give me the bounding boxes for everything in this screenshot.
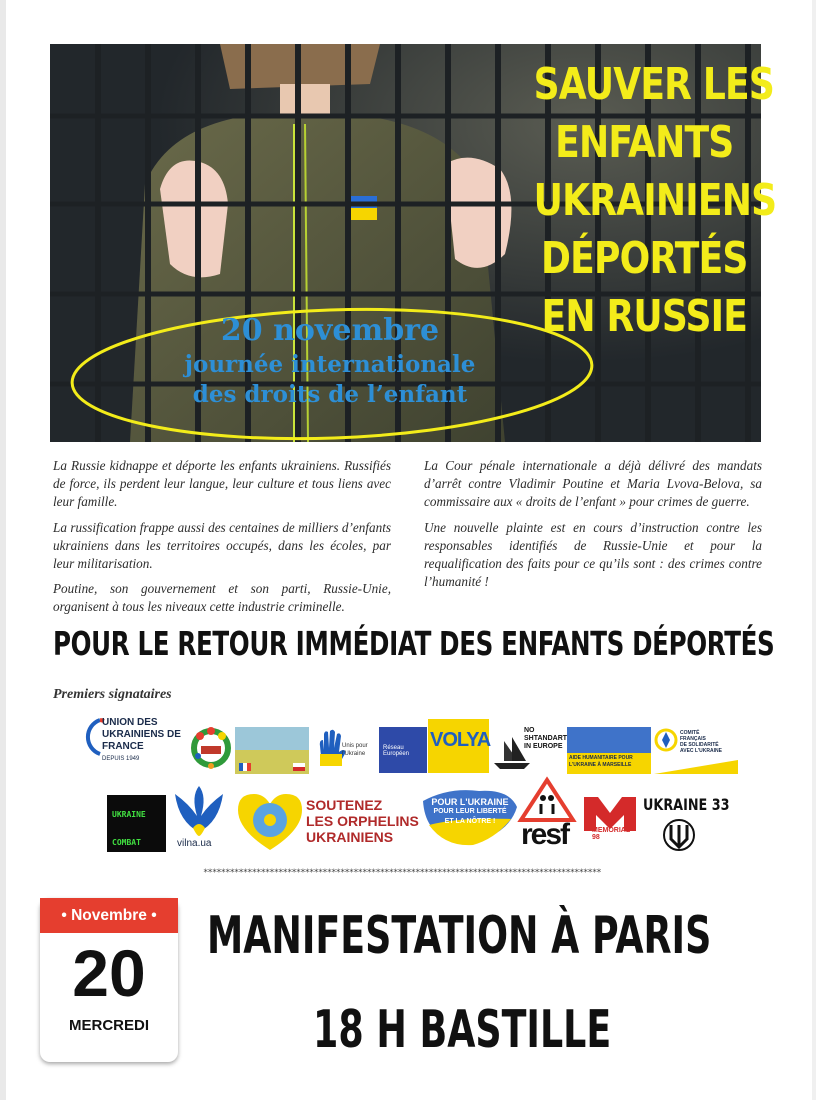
wreath-icon bbox=[190, 726, 232, 771]
logo-text: ET LA NÔTRE ! bbox=[444, 818, 496, 825]
logo-flowers-wreath bbox=[190, 726, 232, 771]
logo-text: POUR L'UKRAINE bbox=[431, 797, 509, 807]
logo-ukraine-combat bbox=[107, 795, 166, 852]
warning-sign-icon bbox=[519, 778, 575, 822]
logo-ukraine-33 bbox=[643, 795, 730, 853]
logo-text: Réseau Européen bbox=[383, 745, 410, 757]
logo-text: COMBAT bbox=[112, 838, 141, 847]
logo-text: AIDE HUMANITAIRE POUR bbox=[569, 755, 633, 761]
calendar-day: 20 bbox=[72, 936, 146, 1010]
signatories-label: Premiers signataires bbox=[53, 687, 172, 702]
hero-title-line: SAUVER LES bbox=[533, 59, 775, 110]
ellipse-line: des droits de l’enfant bbox=[192, 381, 468, 408]
paragraph: Poutine, son gouvernement et son parti, Russie-Unie, organisent à tous les niveaux cette industrie criminelle. bbox=[53, 581, 391, 615]
logo-text: L'UKRAINE À MARSEILLE bbox=[569, 762, 632, 768]
logo-text: COMITÉ bbox=[680, 730, 700, 736]
logo-text: FRANCE bbox=[102, 741, 144, 752]
logo-aide-humanitaire bbox=[567, 727, 651, 774]
heart-icon bbox=[236, 790, 304, 852]
logo-text: UKRAINE bbox=[112, 810, 146, 819]
hero-title-line: UKRAINIENS bbox=[533, 175, 777, 226]
trident-icon bbox=[643, 817, 715, 853]
ellipse-line: journée internationale bbox=[184, 351, 476, 378]
calendar-icon bbox=[40, 898, 178, 1062]
logo-text: MEMORIAL 98 bbox=[592, 827, 630, 841]
logo-memorial bbox=[582, 795, 638, 843]
logo-flag-banner bbox=[235, 727, 309, 774]
logo-union-ukrainiens-france bbox=[78, 713, 188, 775]
hero-photo bbox=[50, 44, 777, 442]
logo-unis-pour-ukraine bbox=[312, 726, 380, 772]
logo-text: LES ORPHELINS bbox=[306, 813, 419, 829]
logo-vilna bbox=[171, 782, 228, 854]
logo-text: UNION DES bbox=[102, 717, 158, 728]
logo-text: AVEC L'UKRAINE bbox=[680, 748, 722, 754]
logo-text: SHTANDART bbox=[524, 735, 568, 742]
page-edge bbox=[812, 0, 816, 1100]
logo-text: FRANÇAIS bbox=[680, 736, 706, 742]
logo-text: VOLYA bbox=[430, 729, 491, 751]
paragraph: Une nouvelle plainte est en cours d’instruction contre les responsables identifiés de Russie-Unie et pour la requalification des faits pour ce qu’ils sont : des crimes contre l’humanité ! bbox=[424, 519, 762, 590]
hero-title-line: EN RUSSIE bbox=[541, 291, 748, 342]
logo-text: POUR LEUR LIBERTÉ bbox=[433, 808, 507, 815]
right-column bbox=[424, 457, 762, 598]
logo-text: resf bbox=[521, 818, 569, 851]
logo-no-shtandart bbox=[492, 725, 568, 773]
dove-icon bbox=[171, 782, 228, 838]
logo-text: SOUTENEZ bbox=[306, 797, 383, 813]
ellipse-date: 20 novembre bbox=[220, 313, 440, 348]
calendar-weekday: MERCREDI bbox=[68, 1017, 149, 1034]
logo-text: IN EUROPE bbox=[524, 743, 563, 750]
headline: POUR LE RETOUR IMMÉDIAT DES ENFANTS DÉPORTÉS bbox=[53, 624, 775, 663]
logo-text: DEPUIS 1949 bbox=[102, 756, 140, 762]
event-time-place: 18 H BASTILLE bbox=[313, 1000, 612, 1060]
logo-text: DE SOLIDARITÉ bbox=[680, 742, 719, 748]
logo-text: vilna.ua bbox=[177, 838, 212, 849]
logo-text: Unis pour l'Ukraine bbox=[342, 743, 368, 757]
paragraph: La Cour pénale internationale a déjà délivré des mandats d’arrêt contre Vladimir Poutine et Maria Lvova-Belova, sa commissaire aux « droits de l’enfant » pour crimes de guerre. bbox=[424, 458, 762, 510]
logo-text: NO bbox=[524, 727, 535, 734]
hero-title-line: DÉPORTÉS bbox=[541, 233, 748, 284]
union-arc-icon bbox=[78, 717, 104, 757]
logo-resf bbox=[519, 778, 575, 854]
hero-title-line: ENFANTS bbox=[555, 117, 734, 168]
hero-title bbox=[533, 56, 777, 346]
separator-stars: ****************************************************************************************** bbox=[203, 868, 601, 878]
logo-pour-ukraine bbox=[419, 783, 519, 853]
left-column bbox=[53, 457, 391, 624]
paragraph: La Russie kidnappe et déporte les enfants ukrainiens. Russifiés de force, ils perdent leur langue, leur culture et tous liens avec leur famille. bbox=[53, 458, 391, 510]
event-title: MANIFESTATION À PARIS bbox=[207, 906, 712, 966]
ellipse-text bbox=[120, 312, 540, 410]
logo-text: UKRAINE 33 bbox=[643, 795, 730, 814]
page-edge bbox=[0, 0, 6, 1100]
paragraph: La russification frappe aussi des centaines de milliers d’enfants ukrainiens dans les territoires occupés, dans les écoles, par leur militarisation. bbox=[53, 519, 391, 572]
memorial-m-icon bbox=[582, 795, 638, 831]
logo-volya bbox=[428, 719, 489, 773]
calendar-month: • Novembre • bbox=[40, 898, 178, 933]
logo-reseau-europeen bbox=[379, 727, 427, 773]
logo-text: UKRAINIENS DE bbox=[102, 729, 181, 740]
logo-soutenez-orphelins bbox=[236, 790, 422, 852]
logo-text: UKRAINIENS bbox=[306, 829, 394, 845]
logo-comite-francais bbox=[654, 726, 738, 774]
